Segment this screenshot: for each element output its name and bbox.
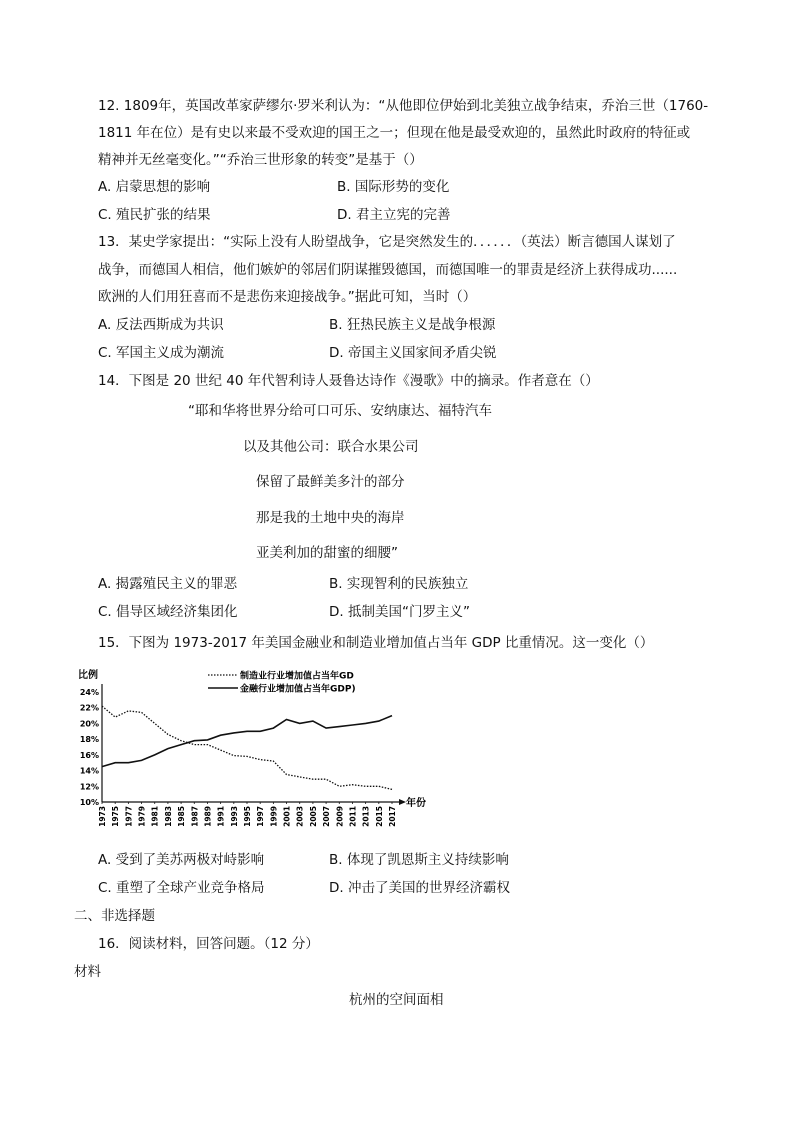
x-tick-label: 1987: [190, 806, 200, 827]
chart-axes: [102, 684, 406, 805]
x-tick-label: 2013: [361, 806, 371, 827]
q14-option-a: A. 揭露殖民主义的罪恶: [98, 576, 238, 592]
gdp-share-chart: [70, 662, 440, 834]
q14-option-c: C. 倡导区域经济集团化: [98, 604, 238, 620]
chart-x-axis-label: 年份: [406, 798, 426, 809]
legend-label: 制造业行业增加值占当年GD: [240, 671, 354, 682]
section-heading: 二、非选择题: [74, 908, 155, 924]
q14-poem-line-4: 那是我的土地中央的海岸: [256, 510, 405, 526]
x-tick-label: 1983: [163, 806, 173, 827]
q16-material-label: 材料: [74, 964, 101, 980]
q13-option-c: C. 军国主义成为潮流: [98, 345, 225, 361]
q14-option-d: D. 抵制美国“门罗主义”: [329, 604, 470, 620]
y-tick-label: 22%: [79, 703, 99, 713]
q13-option-b: B. 狂热民族主义是战争根源: [329, 317, 496, 333]
q15-option-c: C. 重塑了全球产业竞争格局: [98, 880, 265, 896]
x-tick-label: 2017: [388, 806, 397, 827]
q16-line-1: 16．阅读材料，回答问题。（12 分）: [98, 936, 319, 952]
y-tick-label: 10%: [79, 798, 99, 807]
x-axis-arrow: [399, 799, 406, 805]
x-tick-label: 2003: [295, 806, 305, 827]
q13-option-d: D. 帝国主义国家间矛盾尖锐: [329, 345, 497, 361]
q13-line-1: 13．某史学家提出：“实际上没有人盼望战争，它是突然发生的．．．．．．（英法）断言德国人谋划了: [98, 234, 676, 250]
x-tick-label: 2005: [308, 806, 318, 827]
y-tick-label: 14%: [79, 766, 99, 776]
q15-line-1: 15．下图为 1973-2017 年美国金融业和制造业增加值占当年 GDP 比重情况。这一变化（）: [98, 635, 654, 651]
y-tick-label: 12%: [79, 782, 99, 792]
q14-poem-line-5: 亚美利加的甜蜜的细腰”: [256, 545, 398, 561]
q12-line-1: 12. 1809年，英国改革家萨缪尔·罗米利认为：“从他即位伊始到北美独立战争结束，乔治三世（1760-: [98, 98, 709, 114]
q12-option-a: A. 启蒙思想的影响: [98, 179, 211, 195]
q14-poem-line-3: 保留了最鲜美多汁的部分: [256, 474, 405, 490]
chart-y-ticks: [80, 688, 99, 807]
x-tick-label: 1993: [229, 806, 239, 827]
x-tick-label: 1975: [111, 806, 121, 827]
x-tick-label: 1999: [269, 806, 279, 827]
chart-x-ticks: [98, 802, 397, 827]
q15-option-b: B. 体现了凯恩斯主义持续影响: [329, 852, 509, 868]
legend-label: 金融行业增加值占当年GDP): [240, 684, 356, 695]
q12-line-3: 精神并无丝毫变化。”“乔治三世形象的转变”是基于（）: [98, 152, 423, 168]
x-tick-label: 2001: [282, 806, 292, 827]
x-tick-label: 1989: [203, 806, 213, 827]
x-tick-label: 1977: [124, 806, 134, 827]
x-tick-label: 2007: [322, 806, 332, 827]
q12-option-c: C. 殖民扩张的结果: [98, 207, 211, 223]
x-tick-label: 1979: [137, 806, 147, 827]
q13-option-a: A. 反法西斯成为共识: [98, 317, 224, 333]
x-tick-label: 1981: [150, 806, 160, 827]
chart-series: [102, 706, 392, 789]
x-tick-label: 1995: [243, 806, 252, 827]
q16-subtitle: 杭州的空间面相: [349, 992, 444, 1008]
x-tick-label: 2015: [374, 806, 384, 827]
q14-line-1: 14．下图是 20 世纪 40 年代智利诗人聂鲁达诗作《漫歌》中的摘录。作者意在（）: [98, 373, 599, 389]
q12-line-2: 1811 年在位）是有史以来最不受欢迎的国王之一；但现在他是最受欢迎的，虽然此时政府的特征或: [98, 125, 691, 141]
x-tick-label: 1997: [256, 806, 266, 827]
q15-option-d: D. 冲击了美国的世界经济霸权: [329, 880, 510, 896]
q13-line-3: 欧洲的人们用狂喜而不是悲伤来迎接战争。”据此可知，当时（）: [98, 289, 477, 305]
q12-option-b: B. 国际形势的变化: [337, 179, 450, 195]
q14-option-b: B. 实现智利的民族独立: [329, 576, 469, 592]
chart-y-axis-label: 比例: [78, 670, 98, 681]
y-tick-label: 16%: [79, 750, 99, 760]
x-tick-label: 2009: [335, 806, 345, 827]
finance-series-line: [102, 716, 392, 767]
q14-poem-line-2: 以及其他公司：联合水果公司: [243, 439, 419, 455]
y-tick-label: 24%: [79, 688, 99, 697]
q13-line-2: 战争，而德国人相信，他们嫉妒的邻居们阴谋摧毁德国，而德国唯一的罪责是经济上获得成功......: [98, 262, 678, 278]
x-tick-label: 1985: [177, 806, 187, 827]
y-tick-label: 18%: [79, 735, 99, 745]
y-tick-label: 20%: [79, 719, 99, 729]
q15-option-a: A. 受到了美苏两极对峙影响: [98, 852, 265, 868]
q14-poem-line-1: “耶和华将世界分给可口可乐、安纳康达、福特汽车: [188, 403, 492, 419]
x-tick-label: 2011: [348, 806, 358, 827]
manufacturing-series-line: [102, 706, 392, 789]
x-tick-label: 1991: [216, 806, 226, 827]
chart-legend: [208, 670, 356, 695]
x-tick-label: 1973: [98, 806, 107, 827]
q12-option-d: D. 君主立宪的完善: [337, 207, 451, 223]
